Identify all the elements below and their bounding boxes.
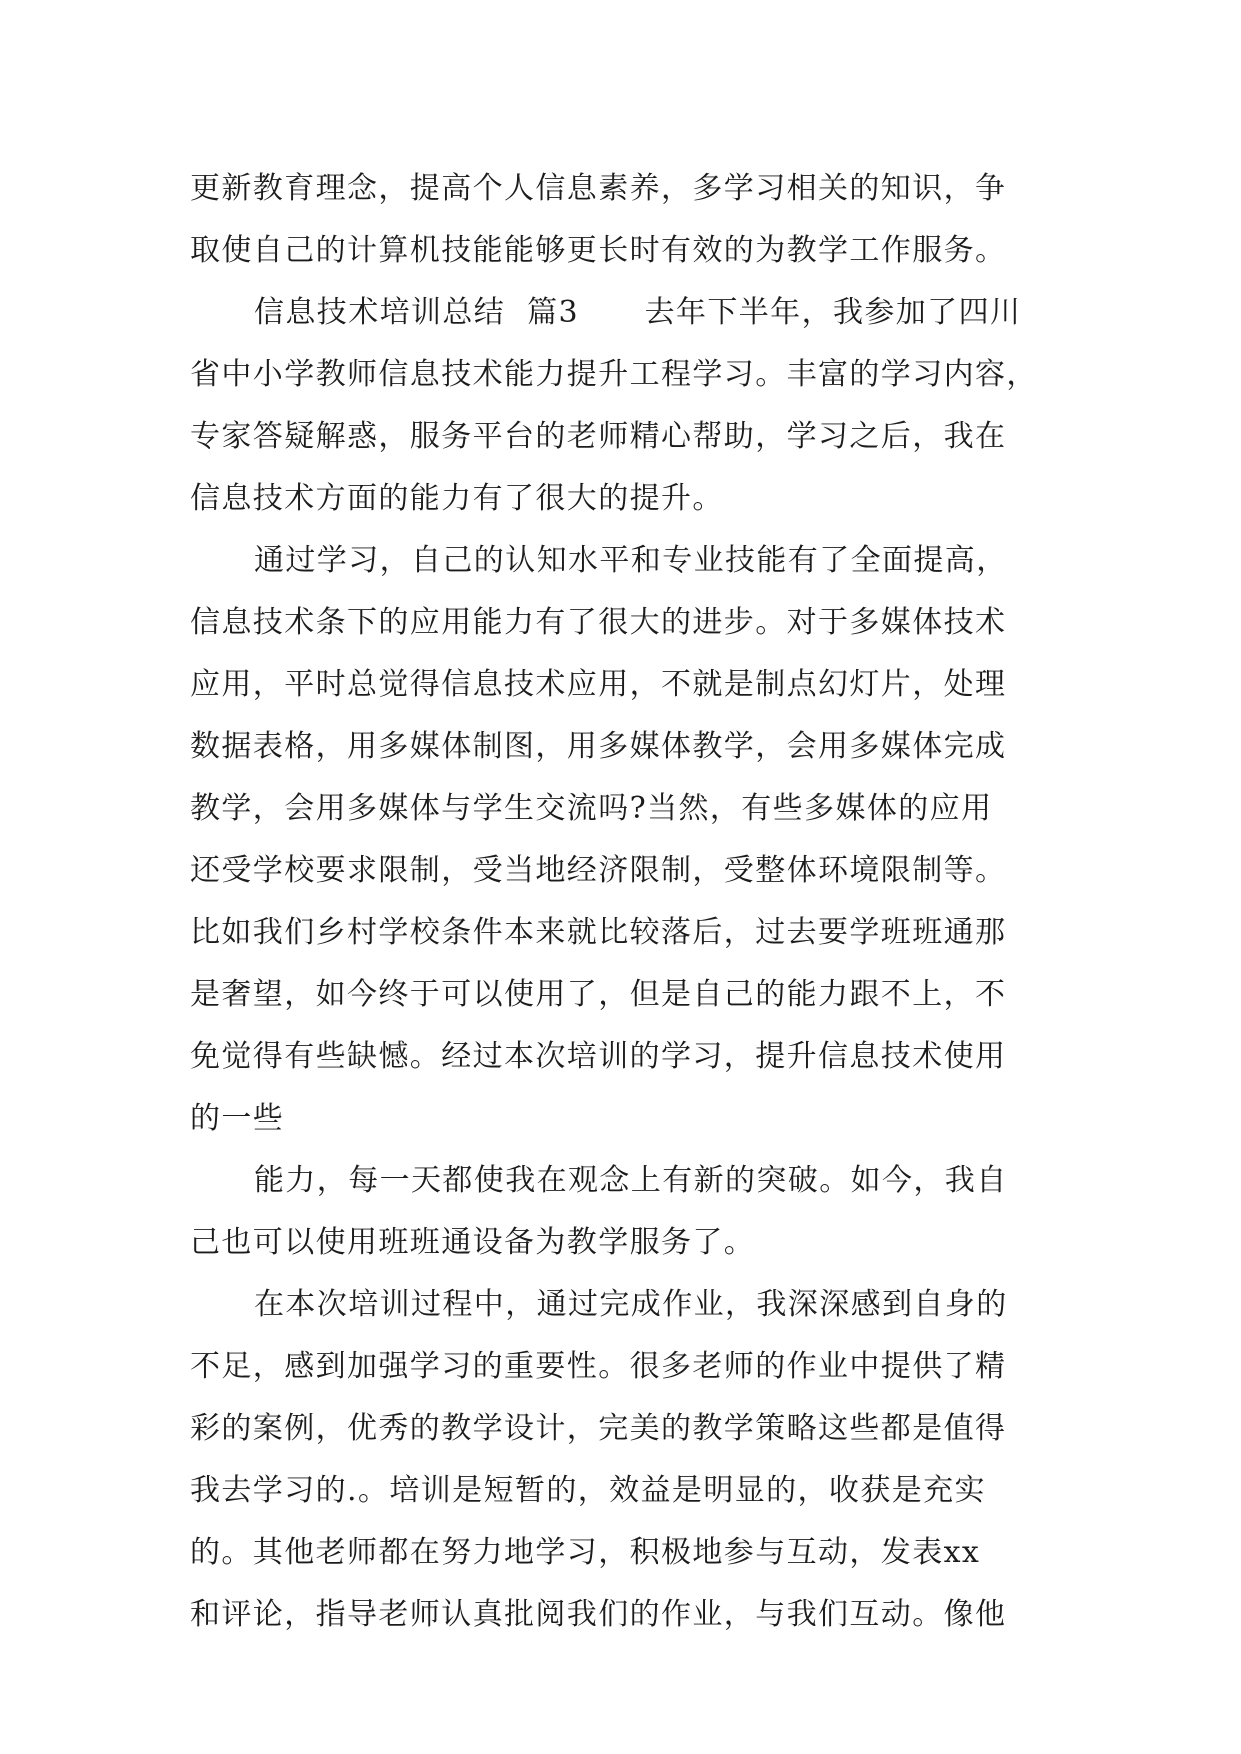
text-line: 己也可以使用班班通设备为教学服务了。 [190,1225,756,1260]
text-line: 专家答疑解惑，服务平台的老师精心帮助，学习之后，我在 [190,419,1007,454]
text-line: 能力，每一天都使我在观念上有新的突破。如今，我自 [254,1163,1008,1198]
text-line: 省中小学教师信息技术能力提升工程学习。丰富的学习内容， [190,357,1038,392]
text-line: 取使自己的计算机技能能够更长时有效的为教学工作服务。 [190,233,1007,268]
text-line: 更新教育理念，提高个人信息素养，多学习相关的知识，争 [190,171,1007,206]
section-heading-line: 信息技术培训总结 篇3 去年下半年，我参加了四川 [254,295,1022,330]
text-line: 教学，会用多媒体与学生交流吗?当然，有些多媒体的应用 [190,791,993,826]
text-line: 免觉得有些缺憾。经过本次培训的学习，提升信息技术使用 [190,1039,1007,1074]
text-line: 通过学习，自己的认知水平和专业技能有了全面提高， [254,543,1008,578]
text-line: 比如我们乡村学校条件本来就比较落后，过去要学班班通那 [190,915,1007,950]
text-line: 应用，平时总觉得信息技术应用，不就是制点幻灯片，处理 [190,667,1007,702]
text-line: 彩的案例，优秀的教学设计，完美的教学策略这些都是值得 [190,1411,1007,1446]
body-text [190,158,1070,1646]
text-line: 是奢望，如今终于可以使用了，但是自己的能力跟不上，不 [190,977,1007,1012]
text-line: 在本次培训过程中，通过完成作业，我深深感到自身的 [254,1287,1008,1322]
text-line: 我去学习的.。培训是短暂的，效益是明显的，收获是充实 [190,1473,986,1508]
text-line: 的一些 [190,1101,285,1136]
text-line: 的。其他老师都在努力地学习，积极地参与互动，发表xx [190,1535,981,1570]
text-line: 不足，感到加强学习的重要性。很多老师的作业中提供了精 [190,1349,1007,1384]
text-line: 和评论，指导老师认真批阅我们的作业，与我们互动。像他 [190,1597,1007,1632]
text-line: 信息技术条下的应用能力有了很大的进步。对于多媒体技术 [190,605,1007,640]
text-line: 数据表格，用多媒体制图，用多媒体教学，会用多媒体完成 [190,729,1007,764]
text-line: 信息技术方面的能力有了很大的提升。 [190,481,724,516]
text-line: 还受学校要求限制，受当地经济限制，受整体环境限制等。 [190,853,1007,888]
